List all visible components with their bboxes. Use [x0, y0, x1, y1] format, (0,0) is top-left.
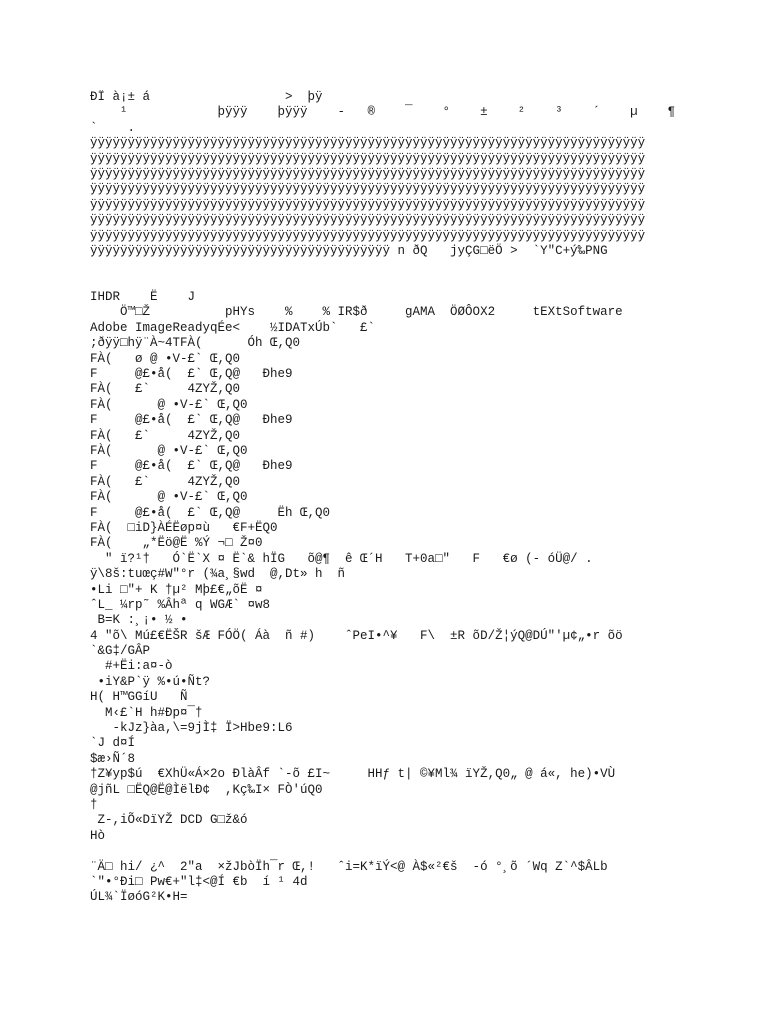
text-line: FÀ( □iD}ÀÉËøp¤ù €F+ËQ0	[90, 520, 278, 535]
text-line: `J d¤Í	[90, 736, 136, 751]
text-line: †	[90, 797, 98, 812]
text-line: M‹£`H h#Ðp¤¯†	[90, 705, 203, 720]
text-line: ÐÏ à¡± á > þÿ	[90, 90, 323, 104]
raw-text-body	[90, 90, 690, 906]
text-line: FÀ( „*Ëö@Ë %Ý ¬□ Ž¤0	[90, 536, 263, 551]
text-line: ÿÿÿÿÿÿÿÿÿÿÿÿÿÿÿÿÿÿÿÿÿÿÿÿÿÿÿÿÿÿÿÿÿÿÿÿÿÿÿÿÿÿÿÿÿÿÿÿÿÿÿÿÿÿÿÿÿÿÿÿÿÿÿÿÿÿÿÿÿÿÿÿÿÿ	[90, 136, 646, 151]
text-line: ÿÿÿÿÿÿÿÿÿÿÿÿÿÿÿÿÿÿÿÿÿÿÿÿÿÿÿÿÿÿÿÿÿÿÿÿÿÿÿÿ n ðQ jyÇG□ëÖ > `Y"C+ý‰PNG	[90, 243, 608, 258]
text-line: FÀ( £` 4ZYŽ,Q0	[90, 382, 241, 397]
text-line: ` .	[90, 120, 136, 135]
text-line: IHDR Ë J	[90, 290, 196, 305]
text-line: `&G‡/GÂP	[90, 644, 151, 659]
text-line: ÿÿÿÿÿÿÿÿÿÿÿÿÿÿÿÿÿÿÿÿÿÿÿÿÿÿÿÿÿÿÿÿÿÿÿÿÿÿÿÿÿÿÿÿÿÿÿÿÿÿÿÿÿÿÿÿÿÿÿÿÿÿÿÿÿÿÿÿÿÿÿÿÿÿ	[90, 182, 646, 197]
text-line: Adobe ImageReadyqÉe< ½IDATxÚb` £`	[90, 320, 376, 335]
text-line: ÿ\8š:tuœç#W"°r (¾a¸§wd @,Dt» h ñ	[90, 567, 346, 582]
text-line: FÀ( @ •V-£` Œ,Q0	[90, 490, 248, 505]
text-line: 4 "õ\ Mú£€ËŠR šÆ FÓÖ( Áà ñ #) ˆPeI•^¥ F\ ±R õD/Ž¦ýQ@DÚ"'µ¢„•r õö	[90, 628, 623, 643]
text-line: ÿÿÿÿÿÿÿÿÿÿÿÿÿÿÿÿÿÿÿÿÿÿÿÿÿÿÿÿÿÿÿÿÿÿÿÿÿÿÿÿÿÿÿÿÿÿÿÿÿÿÿÿÿÿÿÿÿÿÿÿÿÿÿÿÿÿÿÿÿÿÿÿÿÿ	[90, 228, 646, 243]
text-line: H( H™GGíU Ñ	[90, 690, 188, 705]
text-line: #+Ëi:a¤-ò	[90, 659, 173, 674]
text-line: @jñL □ËQ@Ë@ÌëlÐ¢ ,Kç‰I× FÒ'úQ0	[90, 782, 323, 797]
text-line: Hò	[90, 828, 106, 843]
text-line: FÀ( @ •V-£` Œ,Q0	[90, 443, 248, 458]
text-line: $æ›Ñ´8	[90, 751, 136, 766]
text-line: ˆL_ ¼rp˜ %Âhª q WGÆ` ¤w8	[90, 597, 271, 612]
text-line: ÿÿÿÿÿÿÿÿÿÿÿÿÿÿÿÿÿÿÿÿÿÿÿÿÿÿÿÿÿÿÿÿÿÿÿÿÿÿÿÿÿÿÿÿÿÿÿÿÿÿÿÿÿÿÿÿÿÿÿÿÿÿÿÿÿÿÿÿÿÿÿÿÿÿ	[90, 151, 646, 166]
text-line: Ö™□Ž pHYs % % IR$ð gAMA ÖØÔOX2 tEXtSoftware	[90, 305, 623, 320]
text-line: F @£•å( £` Œ,Q@ Ðhe9	[90, 367, 293, 382]
text-line: ¨Ä□ hi/ ¿^ 2"a ×žJbòÏh¯r Œ,! ˆi=K*ïÝ<@ À$«²€š -ó °¸õ ´Wq Z`^$ÂLb	[90, 859, 608, 874]
text-line: •Li □"+ K †µ² Mþ£€„õË ¤	[90, 582, 263, 597]
text-line: FÀ( ø @ •V-£` Œ,Q0	[90, 351, 241, 366]
text-line: -kJz}àa,\=9jÌ‡ Ï>Hbe9:L6	[90, 721, 293, 736]
text-line: FÀ( £` 4ZYŽ,Q0	[90, 474, 241, 489]
text-line	[90, 259, 690, 274]
text-line: F @£•å( £` Œ,Q@ Ðhe9	[90, 413, 293, 428]
text-line: F @£•å( £` Œ,Q@ Ëh Œ,Q0	[90, 505, 331, 520]
text-line: F @£•å( £` Œ,Q@ Ðhe9	[90, 459, 293, 474]
text-line	[90, 844, 690, 859]
text-line: FÀ( £` 4ZYŽ,Q0	[90, 428, 241, 443]
text-line: •iY&P`ÿ %•ú•Ñt?	[90, 674, 211, 689]
text-line: Z-,iÕ«DïYŽ DCD G□ž&ó	[90, 813, 248, 828]
text-line: ÿÿÿÿÿÿÿÿÿÿÿÿÿÿÿÿÿÿÿÿÿÿÿÿÿÿÿÿÿÿÿÿÿÿÿÿÿÿÿÿÿÿÿÿÿÿÿÿÿÿÿÿÿÿÿÿÿÿÿÿÿÿÿÿÿÿÿÿÿÿÿÿÿÿ	[90, 213, 646, 228]
text-line: ;ðÿÿ□hÿ¨À~4TFÀ( Óh Œ,Q0	[90, 336, 301, 351]
text-line: ÚL¾`ÏøóG²K•H=	[90, 890, 188, 905]
text-line: FÀ( @ •V-£` Œ,Q0	[90, 397, 248, 412]
text-line: ÿÿÿÿÿÿÿÿÿÿÿÿÿÿÿÿÿÿÿÿÿÿÿÿÿÿÿÿÿÿÿÿÿÿÿÿÿÿÿÿÿÿÿÿÿÿÿÿÿÿÿÿÿÿÿÿÿÿÿÿÿÿÿÿÿÿÿÿÿÿÿÿÿÿ	[90, 197, 646, 212]
text-line: B=K :¸¡• ½ •	[90, 613, 188, 628]
text-line: ÿÿÿÿÿÿÿÿÿÿÿÿÿÿÿÿÿÿÿÿÿÿÿÿÿÿÿÿÿÿÿÿÿÿÿÿÿÿÿÿÿÿÿÿÿÿÿÿÿÿÿÿÿÿÿÿÿÿÿÿÿÿÿÿÿÿÿÿÿÿÿÿÿÿ	[90, 166, 646, 181]
text-line: `"•°Ði□ Pw€+"l‡<@Í €b í ¹ 4d	[90, 874, 308, 889]
text-line: " ï?¹† Ó`Ë`X ¤ Ë`& hÏG õ@¶ ê Œ´H T+0a□" F €ø (- óÜ@/ .	[90, 551, 593, 566]
text-line	[90, 275, 690, 290]
text-line: ¹ þÿÿÿ þÿÿÿ - ® ¯ ° ± ² ³ ´ µ ¶	[90, 105, 676, 120]
text-line: †Z¥yp$ú €XhÜ«Á×2o ÐlàÂf `-õ £I~ HHƒ t| ©¥Ml¾ ïYŽ,Q0„ @ á«, he)•VÙ	[90, 767, 616, 782]
